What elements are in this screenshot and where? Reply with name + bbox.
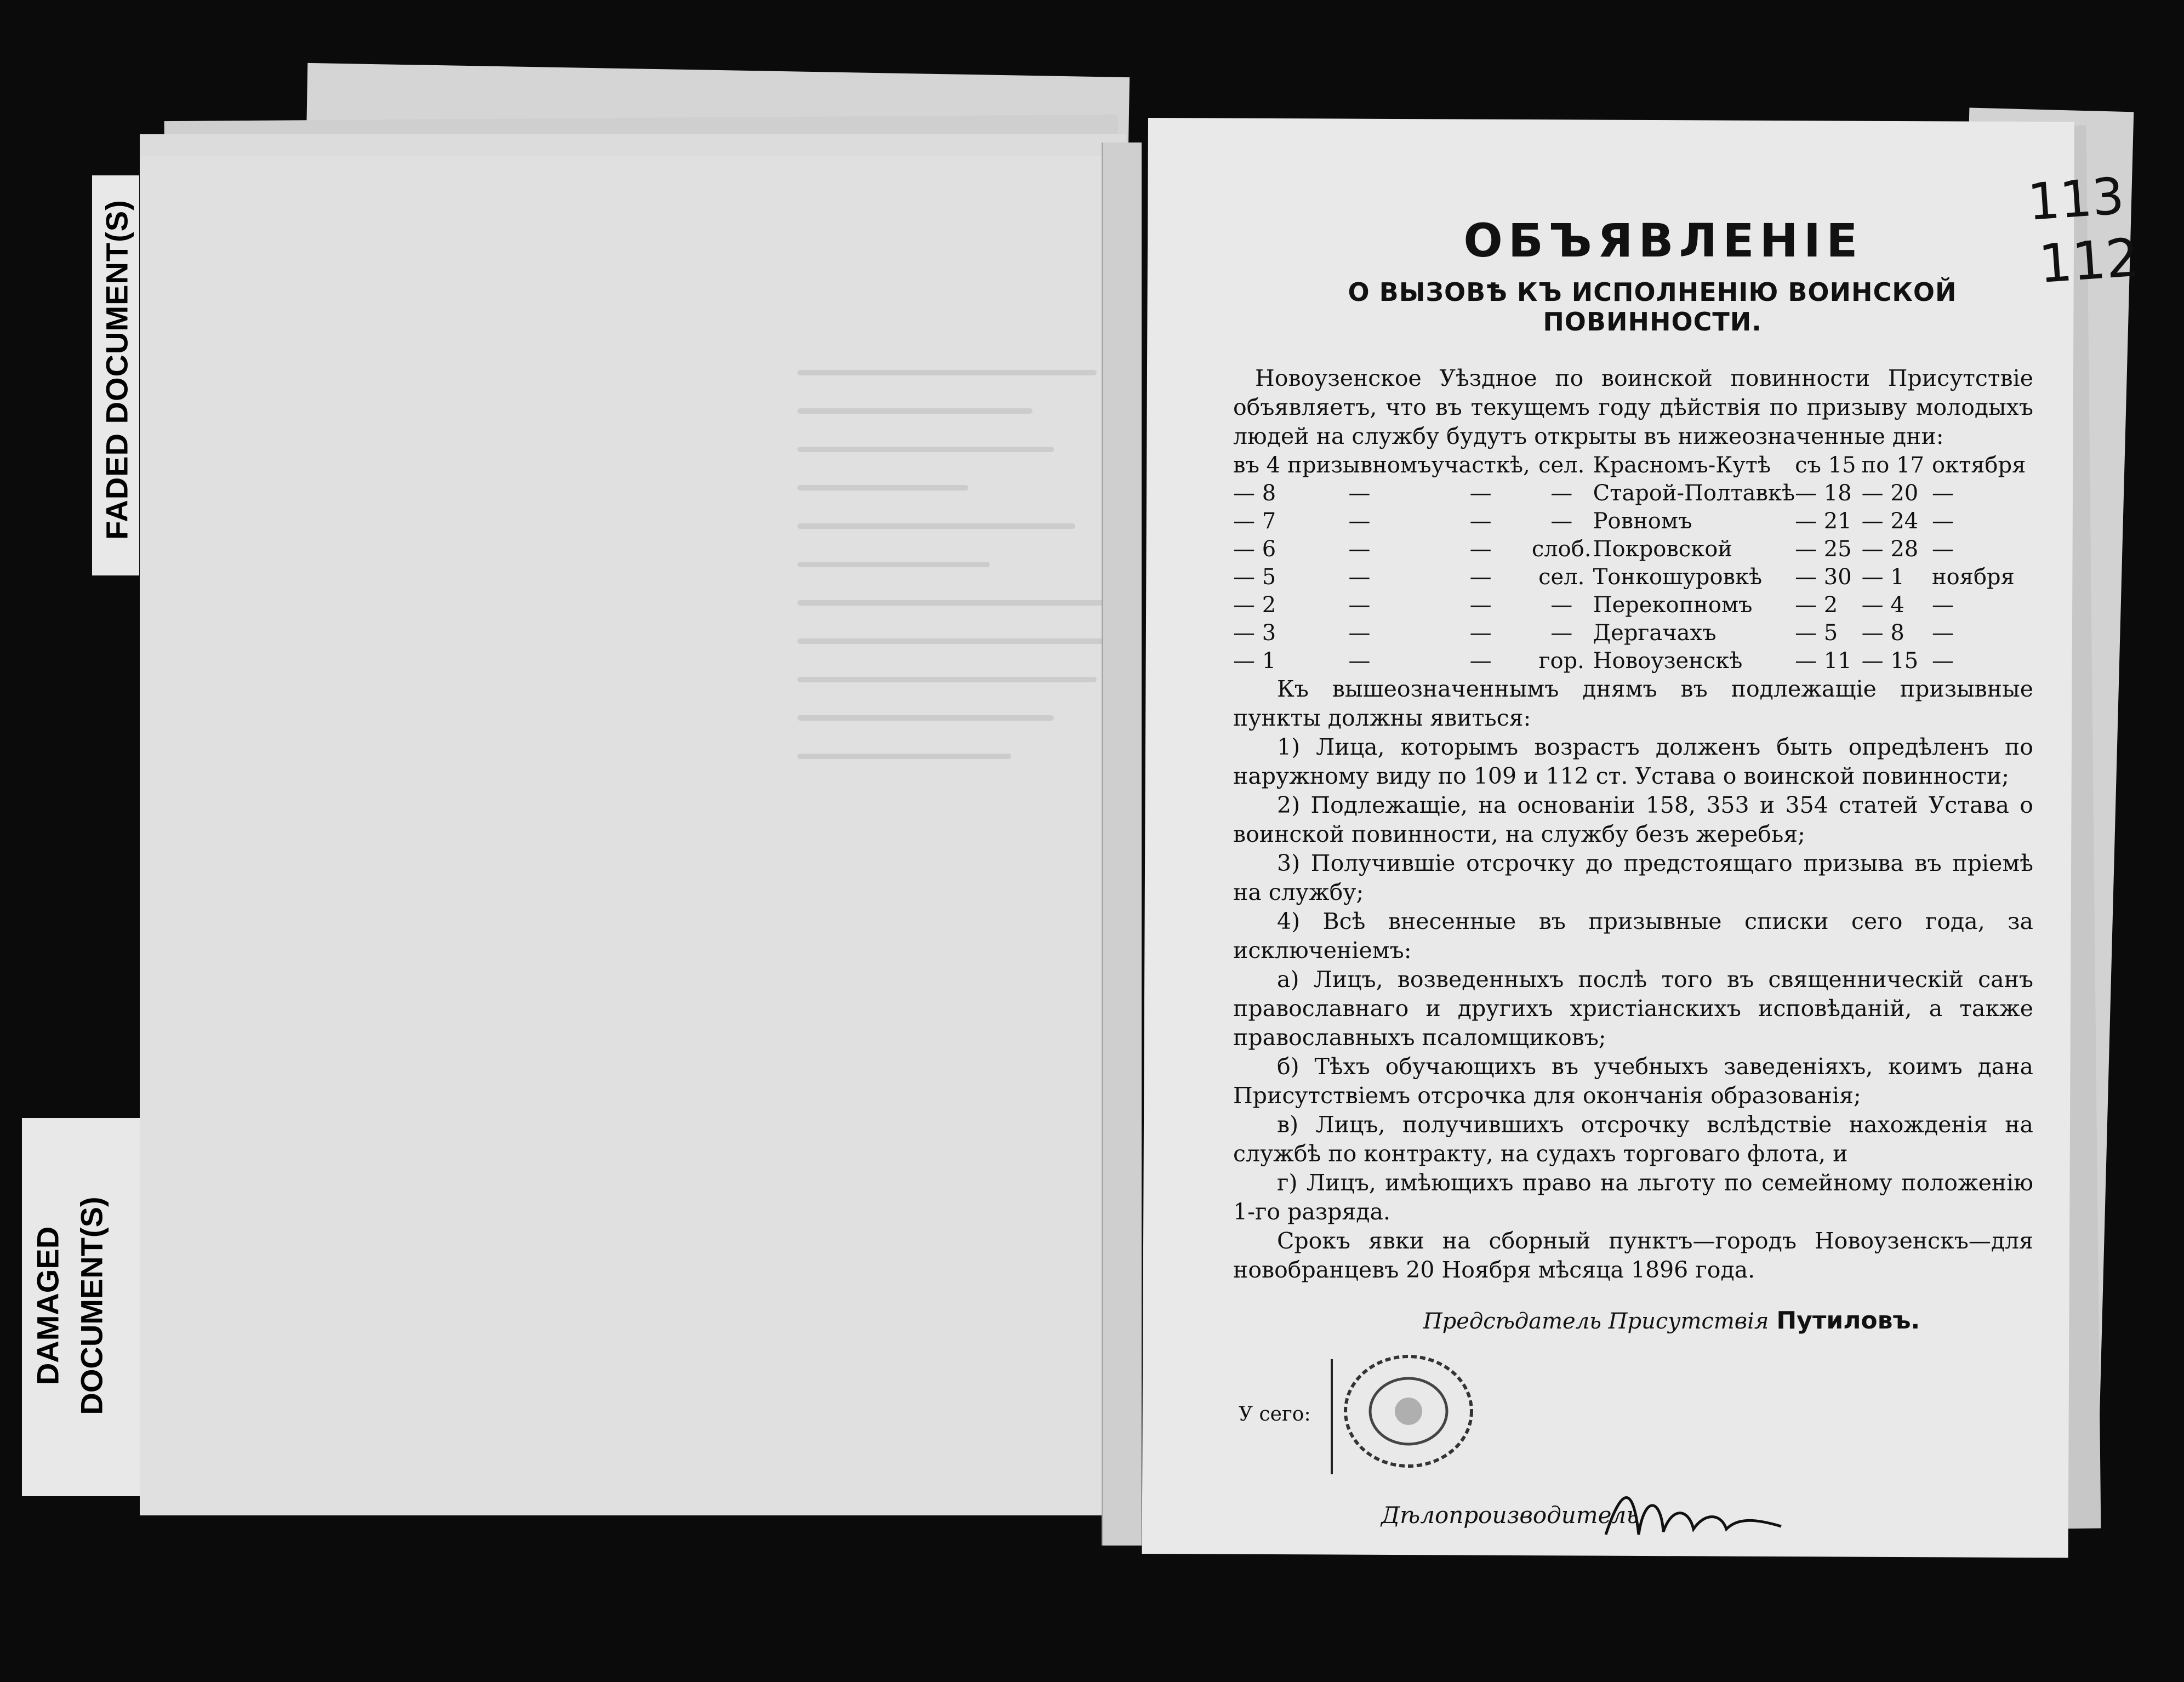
list-item: а) Лицъ, возведенныхъ послѣ того въ священническій санъ православнаго и другихъ христіанскихъ исповѣданій, а также православныхъ псаломщиковъ; bbox=[1233, 966, 2033, 1051]
schedule-cell-from: — 30 bbox=[1795, 564, 1852, 590]
schedule-cell-from: — 18 bbox=[1795, 480, 1852, 506]
schedule-cell-c: участкѣ, bbox=[1431, 452, 1530, 478]
clerk-signature bbox=[1600, 1474, 1787, 1551]
deadline-paragraph: Срокъ явки на сборный пунктъ—городъ Новоузенскъ—для новобранцевъ 20 Ноября мѣсяца 1896 года. bbox=[1233, 1228, 2033, 1283]
schedule-cell-d: — bbox=[1550, 592, 1573, 618]
intro-paragraph: Новоузенское Уѣздное по воинской повинности Присутствіе объявляетъ, что въ текущемъ году дѣйствія по призыву молодыхъ людей на службу будутъ открыты въ нижеозначенные дни: bbox=[1233, 365, 2033, 449]
schedule-cell-b: — bbox=[1348, 648, 1371, 674]
schedule-cell-b: — bbox=[1348, 536, 1371, 562]
schedule-cell-to: — 20 bbox=[1861, 480, 1919, 506]
schedule-cell-b: — bbox=[1348, 620, 1371, 646]
schedule-cell-to: — 24 bbox=[1861, 508, 1919, 534]
list-item: 2) Подлежащіе, на основаніи 158, 353 и 354 статей Устава о воинской повинности, на службу безъ жеребья; bbox=[1233, 792, 2033, 847]
schedule-cell-b: — bbox=[1348, 480, 1371, 506]
list-item: 1) Лица, которымъ возрастъ долженъ быть опредѣленъ по наружному виду по 109 и 112 ст. Устава о воинской повинности; bbox=[1233, 734, 2033, 789]
schedule-cell-to: по 17 bbox=[1861, 452, 1924, 478]
schedule-cell-place: Перекопномъ bbox=[1593, 592, 1753, 618]
faded-document-label: FADED DOCUMENT(S) bbox=[92, 175, 139, 575]
schedule-row bbox=[1233, 619, 2034, 647]
schedule-row bbox=[1233, 451, 2034, 479]
damaged-document-label: DAMAGED DOCUMENT(S) bbox=[22, 1118, 140, 1496]
schedule-cell-to: — 8 bbox=[1861, 620, 1904, 646]
schedule-cell-month: — bbox=[1931, 648, 1954, 674]
schedule-cell-a: — 8 bbox=[1233, 480, 1276, 506]
list-item: 4) Всѣ внесенные въ призывные списки сего года, за исключеніемъ: bbox=[1233, 908, 2033, 963]
list-item: в) Лицъ, получившихъ отсрочку вслѣдствіе нахожденія на службѣ по контракту, на судахъ торговаго флота, и bbox=[1233, 1111, 2033, 1167]
list-item: б) Тѣхъ обучающихъ въ учебныхъ заведеніяхъ, коимъ дана Присутствіемъ отсрочка для окончанія образованія; bbox=[1233, 1053, 2033, 1109]
schedule-cell-a: — 7 bbox=[1233, 508, 1276, 534]
schedule-row bbox=[1233, 507, 2034, 535]
page-spine bbox=[1102, 142, 1142, 1546]
schedule-cell-d: — bbox=[1550, 620, 1573, 646]
clerk-label: Дѣлопроизводитель bbox=[1381, 1502, 1639, 1529]
schedule-cell-d: гор. bbox=[1538, 648, 1584, 674]
schedule-cell-a: въ 4 bbox=[1233, 452, 1281, 478]
schedule-cell-place: Покровской bbox=[1593, 536, 1732, 562]
signature-name: Путиловъ. bbox=[1776, 1307, 1920, 1335]
schedule-cell-to: — 1 bbox=[1861, 564, 1904, 590]
u-sego-label: У сего: bbox=[1239, 1403, 1311, 1426]
list-item: г) Лицъ, имѣющихъ право на льготу по семейному положенію 1-го разряда. bbox=[1233, 1170, 2033, 1225]
schedule-cell-place: Красномъ-Кутѣ bbox=[1593, 452, 1771, 478]
schedule-cell-month: — bbox=[1931, 536, 1954, 562]
archive-number: 113 bbox=[2026, 167, 2126, 232]
schedule-row bbox=[1233, 535, 2034, 563]
schedule-cell-d: — bbox=[1550, 508, 1573, 534]
schedule-cell-c: — bbox=[1469, 620, 1492, 646]
schedule-cell-c: — bbox=[1469, 564, 1492, 590]
schedule-cell-c: — bbox=[1469, 480, 1492, 506]
schedule-cell-b: — bbox=[1348, 508, 1371, 534]
schedule-cell-place: Тонкошуровкѣ bbox=[1593, 564, 1763, 590]
schedule-cell-place: Старой-Полтавкѣ bbox=[1593, 480, 1795, 506]
schedule-table bbox=[1233, 451, 2034, 675]
signature-title: Предсѣдатель Присутствія bbox=[1423, 1309, 1769, 1334]
schedule-cell-month: — bbox=[1931, 592, 1954, 618]
schedule-cell-month: — bbox=[1931, 508, 1954, 534]
schedule-cell-month: — bbox=[1931, 620, 1954, 646]
schedule-cell-to: — 15 bbox=[1861, 648, 1919, 674]
schedule-cell-from: — 5 bbox=[1795, 620, 1838, 646]
archive-number: 112 bbox=[2037, 226, 2141, 295]
schedule-row bbox=[1233, 647, 2034, 675]
document-subtitle: О ВЫЗОВѢ КЪ ИСПОЛНЕНІЮ ВОИНСКОЙ ПОВИННОСТИ. bbox=[1348, 277, 1957, 337]
items-list bbox=[1233, 733, 2033, 1227]
chairman-signature bbox=[1310, 1307, 2033, 1335]
schedule-cell-d: сел. bbox=[1538, 452, 1585, 478]
schedule-cell-from: — 2 bbox=[1795, 592, 1838, 618]
schedule-cell-c: — bbox=[1469, 592, 1492, 618]
schedule-cell-a: — 6 bbox=[1233, 536, 1276, 562]
schedule-cell-b: — bbox=[1348, 564, 1371, 590]
schedule-row bbox=[1233, 563, 2034, 591]
schedule-cell-from: — 11 bbox=[1795, 648, 1852, 674]
official-stamp bbox=[1326, 1348, 1485, 1480]
schedule-cell-c: — bbox=[1469, 508, 1492, 534]
schedule-cell-to: — 28 bbox=[1861, 536, 1919, 562]
schedule-row bbox=[1233, 479, 2034, 507]
must-appear-paragraph: Къ вышеозначеннымъ днямъ въ подлежащіе призывные пункты должны явиться: bbox=[1233, 676, 2033, 731]
schedule-cell-a: — 2 bbox=[1233, 592, 1276, 618]
schedule-cell-place: Новоузенскѣ bbox=[1593, 648, 1743, 674]
schedule-cell-from: — 21 bbox=[1795, 508, 1852, 534]
schedule-cell-from: съ 15 bbox=[1795, 452, 1856, 478]
schedule-cell-a: — 5 bbox=[1233, 564, 1276, 590]
schedule-cell-month: октября bbox=[1931, 452, 2026, 478]
schedule-cell-c: — bbox=[1469, 536, 1492, 562]
list-item: 3) Получившіе отсрочку до предстоящаго призыва въ пріемѣ на службу; bbox=[1233, 850, 2033, 905]
document-title: ОБЪЯВЛЕНІЕ bbox=[1463, 214, 1863, 267]
schedule-cell-month: ноября bbox=[1931, 564, 2015, 590]
schedule-cell-place: Дергачахъ bbox=[1593, 620, 1717, 646]
schedule-cell-d: сел. bbox=[1538, 564, 1585, 590]
schedule-cell-to: — 4 bbox=[1861, 592, 1904, 618]
schedule-cell-a: — 3 bbox=[1233, 620, 1276, 646]
left-page bbox=[140, 156, 1126, 1515]
schedule-cell-place: Ровномъ bbox=[1593, 508, 1692, 534]
announcement bbox=[1233, 214, 2033, 1335]
schedule-cell-c: — bbox=[1469, 648, 1492, 674]
schedule-cell-b: призывномъ bbox=[1287, 452, 1432, 478]
schedule-cell-d: — bbox=[1550, 480, 1573, 506]
schedule-cell-d: слоб. bbox=[1531, 536, 1592, 562]
schedule-cell-month: — bbox=[1931, 480, 1954, 506]
schedule-cell-a: — 1 bbox=[1233, 648, 1276, 674]
schedule-cell-from: — 25 bbox=[1795, 536, 1852, 562]
schedule-row bbox=[1233, 591, 2034, 619]
schedule-cell-b: — bbox=[1348, 592, 1371, 618]
